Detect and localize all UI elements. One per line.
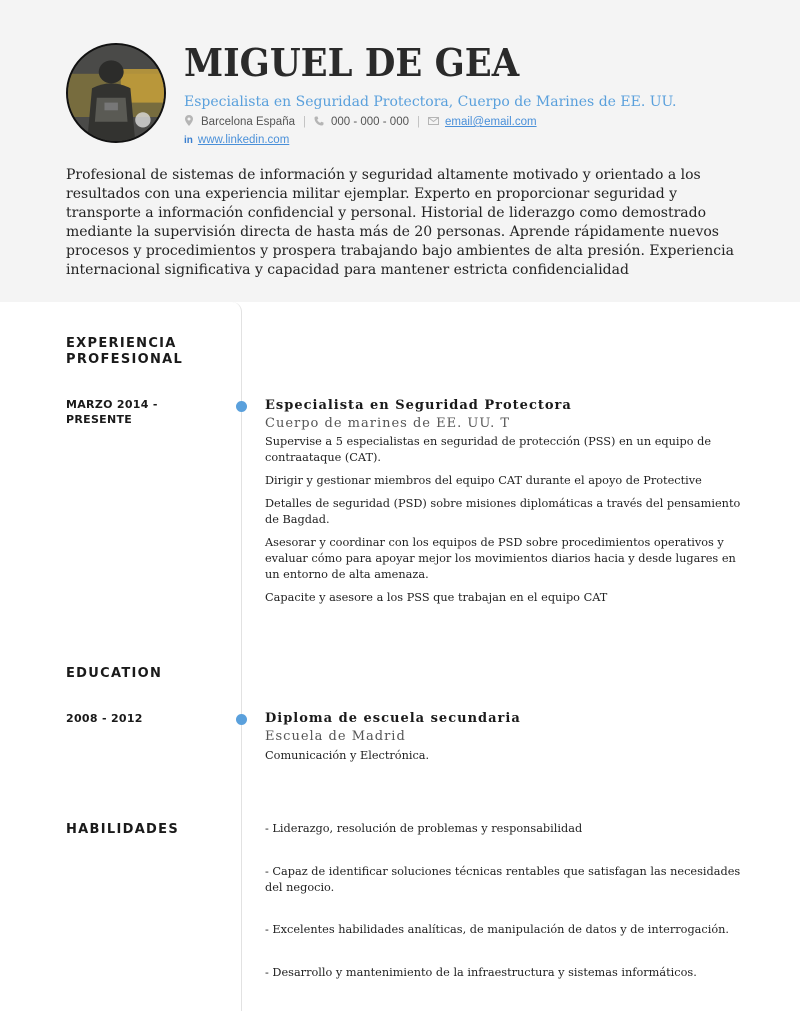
experience-bullet: Capacite y asesore a los PSS que trabajan en el equipo CAT bbox=[265, 591, 608, 604]
company-name: Cuerpo de marines de EE. UU. T bbox=[265, 416, 511, 431]
location-text: Barcelona España bbox=[201, 116, 295, 128]
skill-item: - Desarrollo y mantenimiento de la infraestructura y sistemas informáticos. bbox=[265, 966, 697, 979]
experience-title-line1: EXPERIENCIA bbox=[66, 336, 177, 351]
separator: | bbox=[417, 116, 420, 128]
map-pin-icon bbox=[184, 115, 194, 129]
degree-title: Diploma de escuela secundaria bbox=[265, 711, 521, 726]
linkedin-link[interactable]: www.linkedin.com bbox=[197, 134, 290, 146]
resume-header bbox=[0, 0, 800, 302]
experience-date bbox=[66, 397, 158, 427]
linkedin-icon: in bbox=[184, 134, 193, 146]
avatar bbox=[66, 43, 166, 143]
linkedin-row bbox=[184, 133, 289, 147]
school-name: Escuela de Madrid bbox=[265, 729, 406, 744]
job-title: Especialista en Seguridad Protectora bbox=[265, 398, 572, 413]
contact-row bbox=[184, 114, 537, 130]
skill-item: - Liderazgo, resolución de problemas y responsabilidad bbox=[265, 822, 583, 835]
education-date: 2008 - 2012 bbox=[66, 712, 143, 725]
envelope-icon bbox=[428, 116, 438, 128]
email-link[interactable]: email@email.com bbox=[445, 116, 537, 128]
experience-date-line2: PRESENTE bbox=[66, 413, 133, 426]
timeline-dot bbox=[236, 714, 247, 725]
full-name: MIGUEL DE GEA bbox=[184, 40, 520, 85]
education-detail: Comunicación y Electrónica. bbox=[265, 749, 430, 762]
experience-bullet: Detalles de seguridad (PSD) sobre misiones diplomáticas a través del pensamiento de Bagdad. bbox=[265, 497, 741, 526]
experience-section-title bbox=[66, 336, 183, 368]
experience-bullet: Supervise a 5 especialistas en seguridad de protección (PSS) en un equipo de contraataque (CAT). bbox=[265, 435, 712, 464]
skill-item: - Capaz de identificar soluciones técnicas rentables que satisfagan las necesidades del negocio. bbox=[265, 865, 741, 894]
profile-summary: Profesional de sistemas de información y seguridad altamente motivado y orientado a los resultados con una experiencia militar ejemplar. Experto en proporcionar seguridad y transporte a información confidencial y personal. Historial de liderazgo como demostrado mediante la supervisión directa de hasta más de 20 personas. Aprende rápidamente nuevos procesos y procedimientos y prospera trabajando bajo ambientes de alta presión. Experiencia internacional significativa y capacidad para mantener estricta confidencialidad bbox=[66, 167, 734, 278]
skill-item: - Excelentes habilidades analíticas, de manipulación de datos y de interrogación. bbox=[265, 923, 730, 936]
experience-date-line1: MARZO 2014 - bbox=[66, 398, 158, 411]
separator: | bbox=[302, 116, 306, 128]
skills-section-title: HABILIDADES bbox=[66, 822, 179, 837]
experience-title-line2: PROFESIONAL bbox=[66, 352, 184, 367]
profile-photo bbox=[68, 45, 164, 141]
experience-bullet: Asesorar y coordinar con los equipos de PSD sobre procedimientos operativos y evaluar cómo para apoyar mejor los movimientos diarios hacia y desde lugares en un entorno de alta amenaza. bbox=[265, 536, 736, 581]
education-section-title: EDUCATION bbox=[66, 666, 163, 681]
experience-bullet: Dirigir y gestionar miembros del equipo CAT durante el apoyo de Protective bbox=[265, 474, 702, 487]
timeline-dot bbox=[236, 401, 247, 412]
phone-text: 000 - 000 - 000 bbox=[330, 116, 409, 128]
professional-title: Especialista en Seguridad Protectora, Cuerpo de Marines de EE. UU. bbox=[184, 94, 677, 110]
phone-icon bbox=[314, 116, 324, 129]
